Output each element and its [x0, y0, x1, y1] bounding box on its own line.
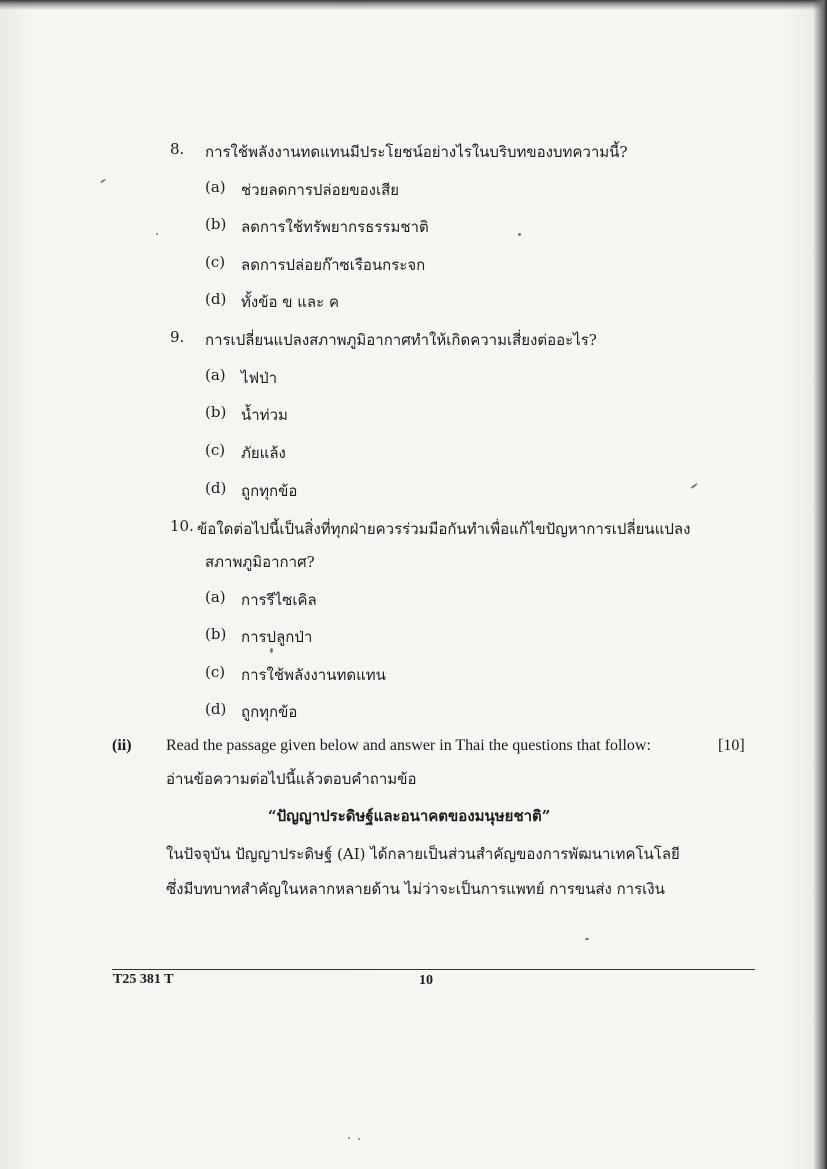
scan-speck — [156, 233, 158, 235]
section-ii-instruction-th: อ่านข้อความต่อไปนี้แล้วตอบคำถามข้อ — [166, 770, 417, 788]
q10-option-d-label: (d) — [205, 700, 227, 718]
passage-line-2: ซึ่งมีบทบาทสำคัญในหลากหลายด้าน ไม่ว่าจะเป็นการแพทย์ การขนส่ง การเงิน — [166, 880, 665, 898]
footer-page-number: 10 — [419, 973, 433, 988]
scan-top-edge — [0, 0, 827, 10]
question-8-text: การใช้พลังงานทดแทนมีประโยชน์อย่างไรในบริบทของบทความนี้? — [205, 143, 628, 161]
q9-option-c-label: (c) — [205, 441, 226, 459]
question-10-text: ข้อใดต่อไปนี้เป็นสิ่งที่ทุกฝ่ายควรร่วมมือกันทำเพื่อแก้ไขปัญหาการเปลี่ยนแปลง — [197, 520, 691, 538]
q8-option-b-label: (b) — [205, 215, 227, 233]
q10-option-b-label: (b) — [205, 625, 227, 643]
passage-line-1: ในปัจจุบัน ปัญญาประดิษฐ์ (AI) ได้กลายเป็นส่วนสำคัญของการพัฒนาเทคโนโลยี — [166, 845, 680, 863]
question-9-number: 9. — [170, 328, 185, 346]
scan-speck — [358, 1138, 360, 1140]
q8-option-b-text: ลดการใช้ทรัพยากรธรรมชาติ — [241, 218, 429, 236]
q9-option-d-label: (d) — [205, 479, 227, 497]
scan-speck — [100, 179, 106, 184]
q8-option-c-label: (c) — [205, 253, 226, 271]
scan-right-edge — [813, 0, 827, 1169]
question-8-number: 8. — [170, 140, 185, 158]
q9-option-a-label: (a) — [205, 366, 226, 384]
question-9-text: การเปลี่ยนแปลงสภาพภูมิอากาศทำให้เกิดความเสี่ยงต่ออะไร? — [205, 331, 597, 349]
q8-option-d-text: ทั้งข้อ ข และ ค — [241, 293, 339, 311]
question-10-text-continued: สภาพภูมิอากาศ? — [205, 553, 315, 571]
scan-speck — [518, 233, 521, 236]
footer-paper-code: T25 381 T — [113, 972, 174, 987]
section-ii-instruction-en: Read the passage given below and answer in Thai the questions that follow: — [166, 737, 651, 754]
question-10-number: 10. — [170, 517, 194, 535]
q10-option-a-text: การรีไซเคิล — [241, 591, 317, 609]
q9-option-a-text: ไฟป่า — [241, 369, 278, 387]
q10-option-c-text: การใช้พลังงานทดแทน — [241, 666, 386, 684]
q9-option-d-text: ถูกทุกข้อ — [241, 482, 298, 500]
q10-option-b-text: การปลูกป่า — [241, 628, 313, 646]
scan-speck — [690, 483, 698, 489]
scan-speck — [270, 648, 273, 653]
q9-option-b-label: (b) — [205, 403, 227, 421]
scan-speck — [348, 1137, 350, 1139]
q8-option-c-text: ลดการปล่อยก๊าซเรือนกระจก — [241, 256, 426, 274]
section-ii-marks: [10] — [718, 737, 745, 754]
q8-option-a-label: (a) — [205, 178, 226, 196]
q10-option-d-text: ถูกทุกข้อ — [241, 703, 298, 721]
footer-divider — [112, 969, 755, 970]
q9-option-c-text: ภัยแล้ง — [241, 444, 286, 462]
passage-title: “ปัญญาประดิษฐ์และอนาคตของมนุษยชาติ” — [268, 807, 551, 825]
q10-option-a-label: (a) — [205, 588, 226, 606]
q10-option-c-label: (c) — [205, 663, 226, 681]
q8-option-d-label: (d) — [205, 290, 227, 308]
q8-option-a-text: ช่วยลดการปล่อยของเสีย — [241, 181, 400, 199]
scan-speck — [585, 938, 589, 940]
section-ii-label: (ii) — [112, 737, 132, 754]
q9-option-b-text: น้ำท่วม — [241, 406, 288, 424]
